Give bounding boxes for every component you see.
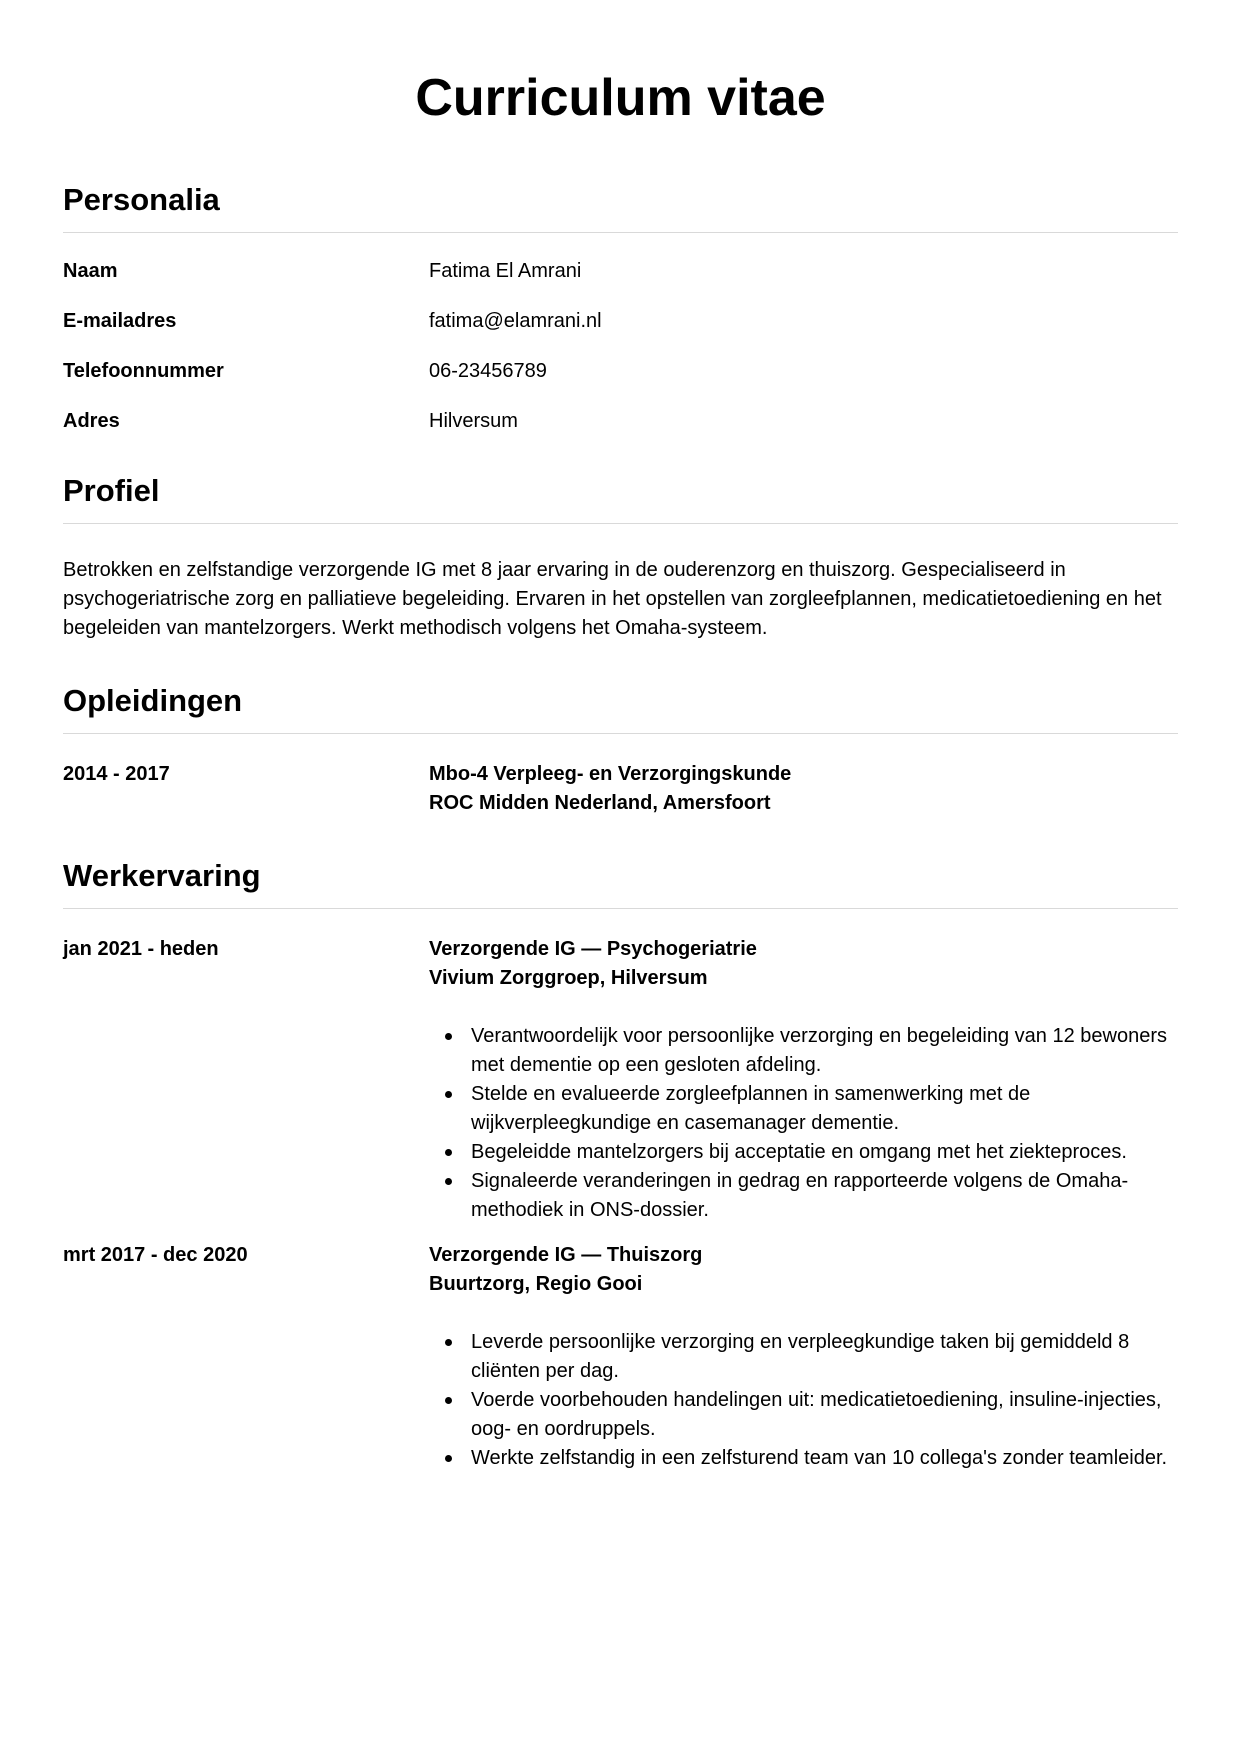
entry-title: Mbo-4 Verpleeg- en Verzorgingskunde bbox=[429, 763, 792, 785]
section-personalia bbox=[63, 180, 1178, 459]
section-heading-personalia: Personalia bbox=[63, 180, 1178, 233]
list-item: Stelde en evalueerde zorgleefplannen in samenwerking met de wijkverpleegkundige en casemanager dementie. bbox=[471, 1080, 1178, 1138]
entry-organization: Vivium Zorggroep, Hilversum bbox=[429, 967, 708, 989]
profile-text: Betrokken en zelfstandige verzorgende IG met 8 jaar ervaring in de ouderenzorg en thuiszorg. Gespecialiseerd in psychogeriatrische zorg en palliatieve begeleiding. Ervaren in het opstellen van zorgleefplannen, medicatietoediening en het begeleiden van mantelzorgers. Werkt methodisch volgens het Omaha-systeem. bbox=[63, 559, 1162, 639]
entry-date: mrt 2017 - dec 2020 bbox=[63, 1244, 248, 1266]
personalia-label: Telefoonnummer bbox=[63, 360, 224, 382]
entry-title: Verzorgende IG — Thuiszorg bbox=[429, 1244, 703, 1266]
personalia-label: Naam bbox=[63, 260, 118, 282]
list-item: Leverde persoonlijke verzorging en verpleegkundige taken bij gemiddeld 8 cliënten per dag. bbox=[471, 1328, 1178, 1386]
list-item: Begeleidde mantelzorgers bij acceptatie en omgang met het ziekteproces. bbox=[471, 1138, 1178, 1167]
personalia-value: 06-23456789 bbox=[429, 360, 547, 382]
list-item: Verantwoordelijk voor persoonlijke verzorging en begeleiding van 12 bewoners met dementie op een gesloten afdeling. bbox=[471, 1022, 1178, 1080]
personalia-value: Hilversum bbox=[429, 410, 518, 432]
personalia-row-naam bbox=[63, 259, 1178, 309]
personalia-label: Adres bbox=[63, 410, 120, 432]
entry-body bbox=[429, 760, 1178, 818]
entry-organization: ROC Midden Nederland, Amersfoort bbox=[429, 792, 771, 814]
personalia-row-telefoon bbox=[63, 359, 1178, 409]
list-item: Signaleerde veranderingen in gedrag en rapporteerde volgens de Omaha-methodiek in ONS-dossier. bbox=[471, 1167, 1178, 1225]
entry-body bbox=[429, 935, 1178, 1225]
list-item: Voerde voorbehouden handelingen uit: medicatietoediening, insuline-injecties, oog- en oordruppels. bbox=[471, 1386, 1178, 1444]
personalia-table bbox=[63, 259, 1178, 459]
personalia-value: fatima@elamrani.nl bbox=[429, 310, 602, 332]
section-heading-opleidingen: Opleidingen bbox=[63, 681, 1178, 734]
entry-title: Verzorgende IG — Psychogeriatrie bbox=[429, 938, 757, 960]
personalia-row-adres bbox=[63, 409, 1178, 459]
entry-bullet-list bbox=[429, 1022, 1178, 1225]
section-heading-werkervaring: Werkervaring bbox=[63, 856, 1178, 909]
entry-date: 2014 - 2017 bbox=[63, 763, 170, 785]
work-entry bbox=[63, 1241, 1178, 1473]
section-werkervaring bbox=[63, 856, 1178, 1473]
personalia-row-email bbox=[63, 309, 1178, 359]
list-item: Werkte zelfstandig in een zelfsturend team van 10 collega's zonder teamleider. bbox=[471, 1444, 1178, 1473]
document-title: Curriculum vitae bbox=[415, 69, 826, 127]
entry-organization: Buurtzorg, Regio Gooi bbox=[429, 1273, 643, 1295]
work-entry bbox=[63, 935, 1178, 1225]
section-heading-profiel: Profiel bbox=[63, 471, 1178, 524]
personalia-label: E-mailadres bbox=[63, 310, 177, 332]
section-profiel bbox=[63, 471, 1178, 643]
education-entry bbox=[63, 760, 1178, 818]
entry-body bbox=[429, 1241, 1178, 1473]
personalia-value: Fatima El Amrani bbox=[429, 260, 582, 282]
entry-date: jan 2021 - heden bbox=[63, 938, 219, 960]
section-opleidingen bbox=[63, 681, 1178, 818]
entry-bullet-list bbox=[429, 1328, 1178, 1473]
